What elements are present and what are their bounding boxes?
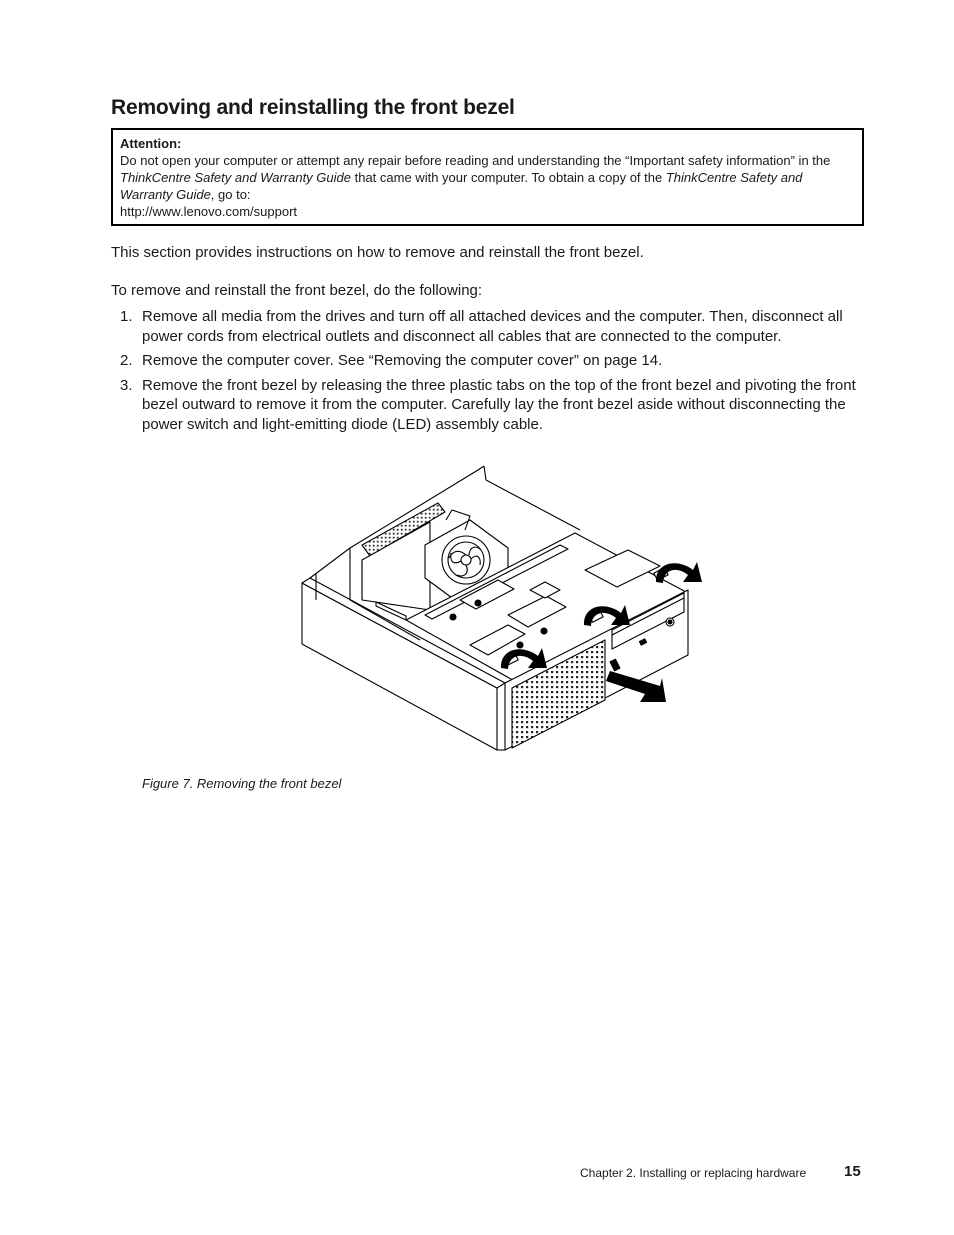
figure-caption: Figure 7. Removing the front bezel <box>142 776 342 791</box>
lead-paragraph: To remove and reinstall the front bezel, do the following: <box>111 282 483 299</box>
step-number: 3. <box>120 376 133 394</box>
footer-chapter-title: Chapter 2. Installing or replacing hardware <box>580 1166 807 1180</box>
support-url-link[interactable]: http://www.lenovo.com/support <box>120 204 298 219</box>
intro-paragraph: This section provides instructions on how to remove and reinstall the front bezel. <box>111 244 644 261</box>
step-3 <box>111 376 863 435</box>
step-text: Remove the front bezel by releasing the three plastic tabs on the top of the front bezel and pivoting the front bezel outward to remove it from the computer. Carefully lay the front bezel aside without disconnecting the power switch and light-emitting diode (LED) assembly cable. <box>142 376 856 433</box>
step-number: 1. <box>120 308 133 325</box>
attention-text <box>120 152 854 203</box>
step-text: Remove the computer cover. See “Removing the computer cover” on page 14. <box>142 352 663 369</box>
attention-text-part-3: , go to: <box>210 187 251 202</box>
guide-title-1: ThinkCentre Safety and Warranty Guide <box>120 170 351 185</box>
attention-text-part-2: that came with your computer. To obtain a copy of the <box>351 170 666 185</box>
front-bezel-removal-illustration <box>300 462 708 756</box>
attention-text-part-1: Do not open your computer or attempt any repair before reading and understanding the “Important safety information” in the <box>120 153 831 168</box>
guide-title-2: ThinkCentre Safety and Warranty Guide <box>120 170 803 202</box>
step-text: Remove all media from the drives and turn off all attached devices and the computer. Then, disconnect all power cords from electrical outlets and disconnect all cables that are connected to the computer. <box>142 308 843 345</box>
step-2 <box>111 351 863 371</box>
page-title: Removing and reinstalling the front bezel <box>111 96 515 119</box>
page-number: 15 <box>844 1163 861 1180</box>
step-number: 2. <box>120 352 133 369</box>
step-1 <box>111 307 863 346</box>
procedure-steps <box>111 307 863 439</box>
attention-label: Attention: <box>120 136 182 151</box>
attention-notice <box>111 128 864 226</box>
